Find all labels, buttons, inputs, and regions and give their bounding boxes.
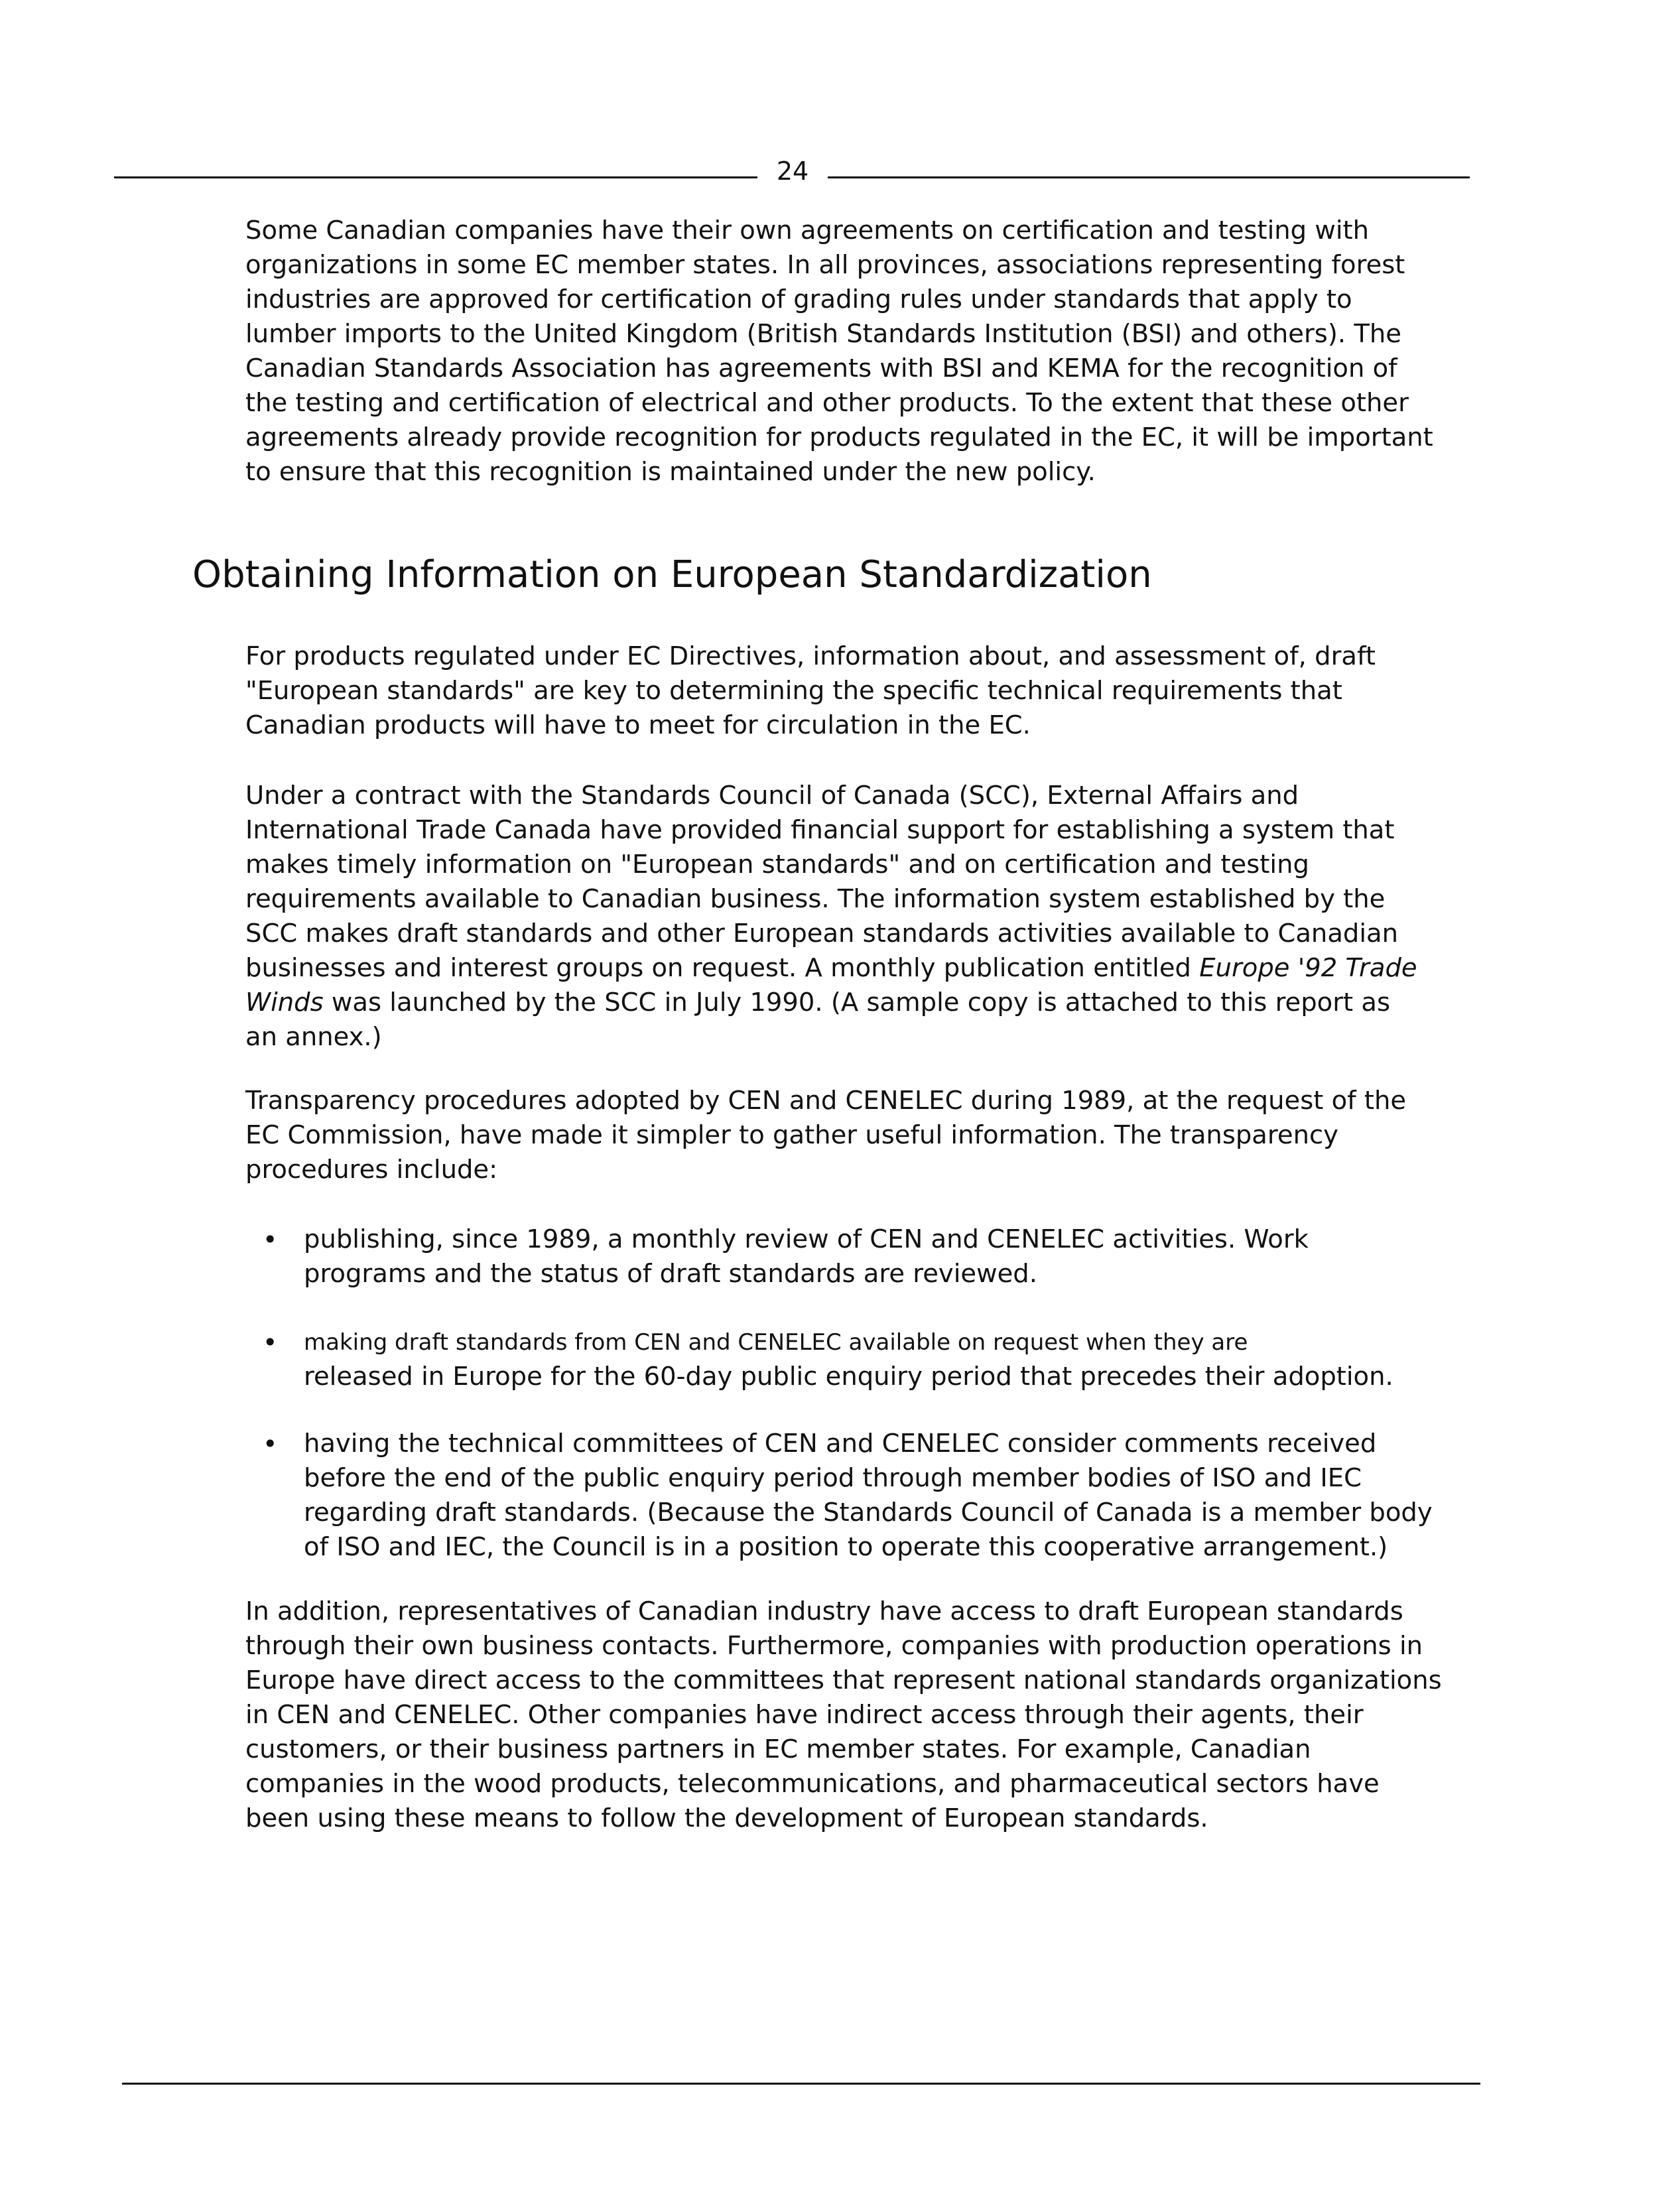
- bullet-icon: •: [263, 1225, 278, 1254]
- text-line: having the technical committees of CEN and CENELEC consider comments received: [304, 1429, 1377, 1459]
- list-item-text: [304, 1427, 1433, 1565]
- text-line: requirements available to Canadian business. The information system established by the: [245, 884, 1386, 914]
- section-heading: Obtaining Information on European Standardization: [192, 553, 1152, 596]
- text-line: agreements already provide recognition for products regulated in the EC, it will be important: [245, 422, 1433, 452]
- text-segment: was launched by the SCC in July 1990. (A sample copy is attached to this report as: [323, 988, 1391, 1017]
- text-line: procedures include:: [245, 1155, 498, 1185]
- paragraph-directives: [245, 639, 1486, 743]
- text-line: In addition, representatives of Canadian industry have access to draft European standards: [245, 1596, 1403, 1626]
- page-number: 24: [776, 157, 809, 186]
- text-line: "European standards" are key to determining the specific technical requirements that: [245, 676, 1342, 706]
- text-line: the testing and certification of electrical and other products. To the extent that these other: [245, 388, 1409, 418]
- text-line: Transparency procedures adopted by CEN and CENELEC during 1989, at the request of the: [245, 1086, 1407, 1116]
- text-line: International Trade Canada have provided financial support for establishing a system that: [245, 815, 1395, 845]
- text-line: been using these means to follow the development of European standards.: [245, 1803, 1208, 1833]
- footer-rule: [122, 2083, 1480, 2085]
- text-line: makes timely information on "European standards" and on certification and testing: [245, 850, 1309, 879]
- text-line: Canadian Standards Association has agreements with BSI and KEMA for the recognition of: [245, 354, 1397, 383]
- text-line: to ensure that this recognition is maintained under the new policy.: [245, 457, 1096, 487]
- text-line: Europe have direct access to the committees that represent national standards organizations: [245, 1665, 1442, 1695]
- text-line: lumber imports to the United Kingdom (British Standards Institution (BSI) and others). The: [245, 319, 1401, 349]
- text-line: programs and the status of draft standards are reviewed.: [304, 1259, 1037, 1289]
- text-line: through their own business contacts. Furthermore, companies with production operations in: [245, 1631, 1423, 1661]
- text-segment: businesses and interest groups on request. A monthly publication entitled: [245, 953, 1200, 983]
- paragraph-scc-contract: [245, 779, 1486, 1055]
- publication-title: Europe '92 Trade: [1199, 953, 1417, 983]
- paragraph-industry-access: [245, 1594, 1486, 1836]
- text-line: [245, 986, 1486, 1020]
- text-line: SCC makes draft standards and other European standards activities available to Canadian: [245, 919, 1399, 948]
- text-line: organizations in some EC member states. In all provinces, associations representing forest: [245, 250, 1405, 280]
- text-line: making draft standards from CEN and CENELEC available on request when they are: [304, 1329, 1248, 1356]
- text-line: Some Canadian companies have their own agreements on certification and testing with: [245, 216, 1370, 245]
- text-line: [245, 951, 1486, 986]
- text-line: Under a contract with the Standards Council of Canada (SCC), External Affairs and: [245, 781, 1299, 811]
- list-item-text: [304, 1325, 1393, 1394]
- text-line: EC Commission, have made it simpler to gather useful information. The transparency: [245, 1120, 1338, 1150]
- text-line: companies in the wood products, telecommunications, and pharmaceutical sectors have: [245, 1769, 1380, 1799]
- text-line: For products regulated under EC Directives, information about, and assessment of, draft: [245, 641, 1376, 671]
- text-line: regarding draft standards. (Because the Standards Council of Canada is a member body: [304, 1498, 1433, 1527]
- text-line: publishing, since 1989, a monthly review of CEN and CENELEC activities. Work: [304, 1224, 1309, 1254]
- publication-title-continued: Winds: [245, 988, 324, 1017]
- list-item-text: [304, 1222, 1309, 1291]
- text-line: before the end of the public enquiry period through member bodies of ISO and IEC: [304, 1463, 1362, 1493]
- text-line: released in Europe for the 60-day public enquiry period that precedes their adoption.: [304, 1362, 1393, 1392]
- bullet-icon: •: [263, 1429, 278, 1459]
- header-rule-right: [828, 176, 1470, 178]
- text-line: customers, or their business partners in EC member states. For example, Canadian: [245, 1734, 1311, 1764]
- intro-paragraph: [245, 214, 1486, 489]
- paragraph-transparency: [245, 1084, 1486, 1187]
- text-line: industries are approved for certification of grading rules under standards that apply to: [245, 285, 1352, 314]
- text-line: an annex.): [245, 1022, 382, 1052]
- header-rule-left: [114, 176, 757, 178]
- text-line: in CEN and CENELEC. Other companies have indirect access through their agents, their: [245, 1700, 1364, 1730]
- text-line: Canadian products will have to meet for circulation in the EC.: [245, 710, 1031, 740]
- bullet-icon: •: [263, 1328, 278, 1357]
- text-line: of ISO and IEC, the Council is in a position to operate this cooperative arrangement.): [304, 1532, 1388, 1562]
